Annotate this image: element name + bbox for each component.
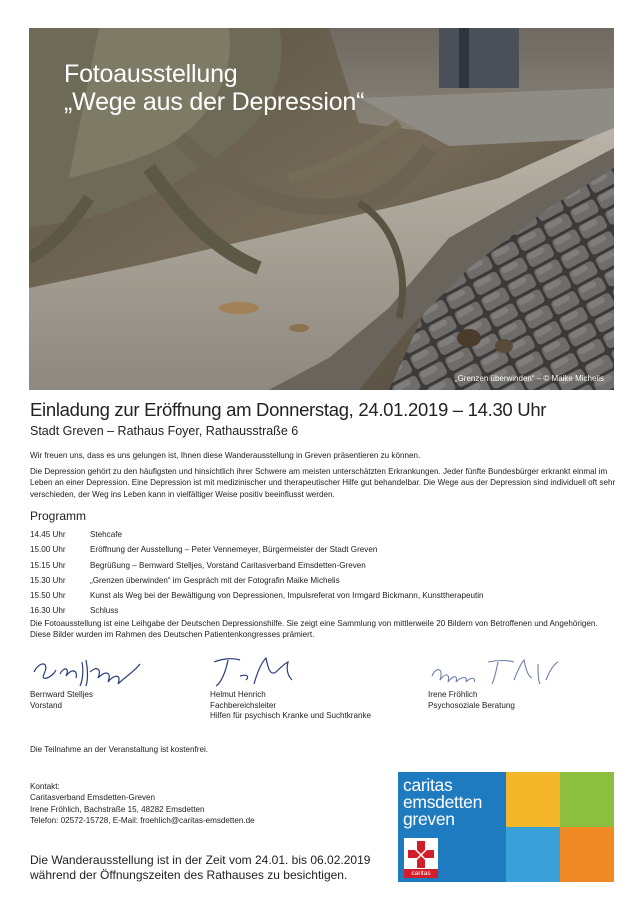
programm-time: 16.30 Uhr	[30, 606, 66, 616]
contact-block	[30, 781, 255, 826]
contact-address: Irene Fröhlich, Bachstraße 15, 48282 Emsdetten	[30, 804, 205, 814]
programm-item	[30, 603, 620, 618]
programm-time: 15.15 Uhr	[30, 560, 66, 570]
caritas-cross-icon	[404, 838, 438, 878]
programm-text: Schluss	[90, 606, 119, 616]
programm-time: 15.50 Uhr	[30, 591, 66, 601]
programm-item	[30, 542, 620, 557]
exhibition-title	[64, 60, 364, 116]
programm-text: Stehcafe	[90, 530, 122, 539]
signer-role: Psychosoziale Beratung	[428, 700, 515, 710]
programm-item	[30, 558, 620, 573]
intro-paragraph-1: Wir freuen uns, dass es uns gelungen ist, Ihnen diese Wanderausstellung in Greven präsentieren zu können.	[30, 451, 421, 460]
title-line-2: „Wege aus der Depression“	[64, 88, 365, 116]
programm-text: „Grenzen überwinden“ im Gespräch mit der Fotografin Maike Michelis	[90, 575, 340, 585]
contact-phone-mail: Telefon: 02572-15728, E-Mail: froehlich@caritas-emsdetten.de	[30, 815, 255, 825]
handwritten-signature	[210, 654, 310, 690]
logo-green-tile	[560, 772, 614, 827]
contact-org: Caritasverband Emsdetten-Greven	[30, 793, 156, 803]
closing-line-2: während der Öffnungszeiten des Rathauses zu besichtigen.	[30, 868, 348, 882]
hero-photo	[29, 28, 614, 390]
logo-lightblue-tile	[506, 827, 560, 882]
closing-note	[30, 853, 370, 883]
signer-name: Helmut Henrich	[210, 690, 266, 699]
closing-line-1: Die Wanderausstellung ist in der Zeit vom 24.01. bis 06.02.2019	[30, 853, 371, 867]
signer-name: Bernward Stelljes	[30, 690, 93, 699]
logo-emblem-text: caritas	[411, 870, 431, 877]
programm-text: Begrüßung – Bernward Stelljes, Vorstand Caritasverband Emsdetten-Greven	[90, 560, 366, 570]
invitation-heading: Einladung zur Eröffnung am Donnerstag, 24.01.2019 – 14.30 Uhr	[30, 399, 547, 420]
signature-block-froehlich	[428, 654, 568, 711]
caritas-logo	[398, 772, 614, 882]
signer-role: Vorstand	[30, 700, 62, 710]
logo-orange-tile	[560, 827, 614, 882]
programm-item	[30, 527, 620, 542]
programm-text: Eröffnung der Ausstellung – Peter Vennemeyer, Bürgermeister der Stadt Greven	[90, 545, 378, 555]
handwritten-signature	[428, 654, 568, 690]
signature-block-henrich	[210, 654, 371, 722]
programm-heading: Programm	[30, 509, 87, 523]
intro-paragraph-2: Die Depression gehört zu den häufigsten und hinsichtlich ihrer Schwere am meisten unterschätzten Erkrankungen. Jeder fünfte Bundesbürger erkrankt einmal im Leben an einer Depression. Eine Depression ist mit medizinischer und therapeutischer Hilfe gut behandelbar. Die Wege aus der Depression sind individuell oft sehr verschieden, der Weg ins Leben kann in vielfältiger Weise positiv beeinflusst werden.	[30, 467, 616, 499]
signer-name: Irene Fröhlich	[428, 690, 478, 699]
programm-list	[30, 527, 620, 619]
logo-line-1: caritas	[403, 775, 453, 795]
contact-label: Kontakt:	[30, 782, 60, 791]
logo-wordmark	[403, 777, 482, 828]
photo-caption: „Grenzen überwinden“ – © Maike Michelis	[454, 374, 604, 383]
title-line-1: Fotoausstellung	[64, 60, 238, 88]
handwritten-signature	[30, 654, 150, 690]
programm-time: 15.30 Uhr	[30, 575, 66, 585]
logo-line-3: greven	[403, 809, 455, 829]
loan-note: Die Fotoausstellung ist eine Leihgabe der Deutschen Depressionshilfe. Sie zeigt eine Sammlung von mittlerweile 20 Bildern von Betroffenen und Angehörigen. Diese Bilder wurden im Rahmen des Deutschen Patientenkongresses prämiert.	[30, 619, 598, 640]
programm-item	[30, 588, 620, 603]
programm-time: 14.45 Uhr	[30, 530, 66, 539]
free-admission-note: Die Teilnahme an der Veranstaltung ist kostenfrei.	[30, 745, 209, 754]
programm-item	[30, 573, 620, 588]
logo-yellow-tile	[506, 772, 560, 827]
programm-time: 15.00 Uhr	[30, 545, 66, 555]
signer-role: Fachbereichsleiter	[210, 700, 277, 710]
signature-block-stelljes	[30, 654, 150, 711]
logo-line-2: emsdetten	[403, 792, 483, 812]
venue: Stadt Greven – Rathaus Foyer, Rathausstraße 6	[30, 424, 299, 438]
signer-role-detail: Hilfen für psychisch Kranke und Suchtkranke	[210, 711, 372, 720]
programm-text: Kunst als Weg bei der Bewältigung von Depressionen, Impulsreferat von Irmgard Bickmann, Kunsttherapeutin	[90, 591, 484, 601]
